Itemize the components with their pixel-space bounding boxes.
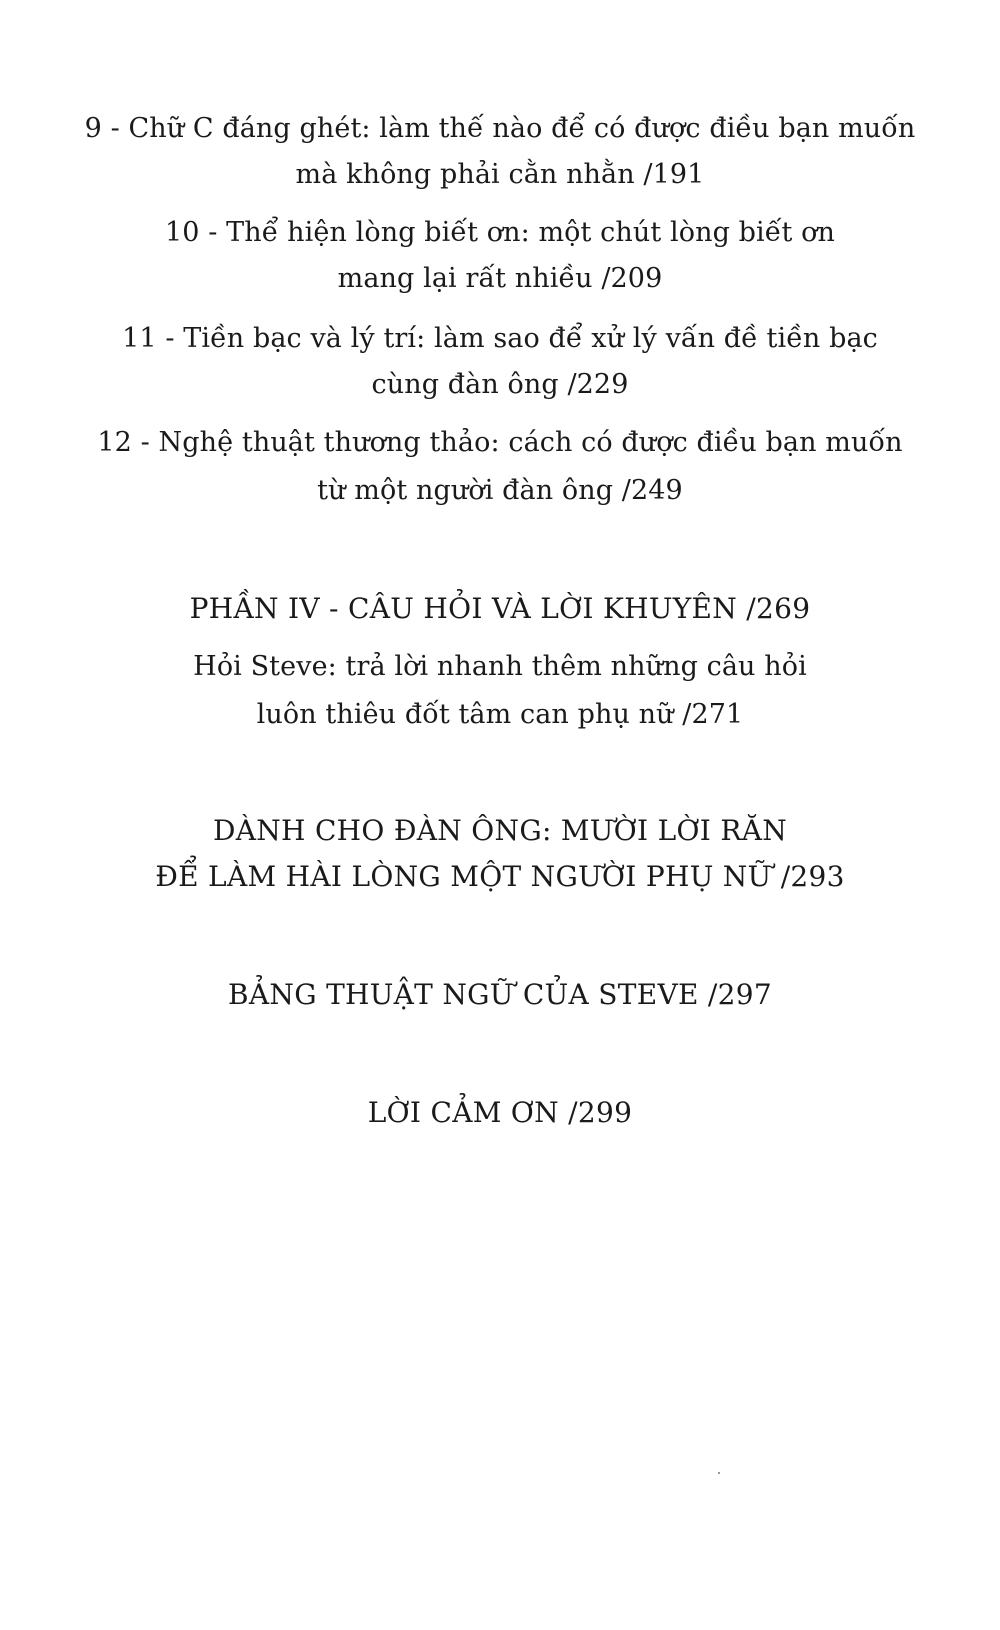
toc-entry-11-line2: cùng đàn ông /229	[371, 369, 629, 400]
toc-entry-9-line1: 9 - Chữ C đáng ghét: làm thế nào để có được điều bạn muốn	[84, 113, 916, 144]
toc-entry-10-line1: 10 - Thể hiện lòng biết ơn: một chút lòng biết ơn	[165, 217, 835, 248]
toc-entry-12-line2: từ một người đàn ông /249	[317, 475, 683, 506]
toc-entry-9-line2: mà không phải cằn nhằn /191	[295, 159, 705, 190]
paper-speck	[718, 1472, 720, 1474]
toc-part-4-sub-line2: luôn thiêu đốt tâm can phụ nữ /271	[256, 699, 744, 730]
toc-for-men-line2: ĐỂ LÀM HÀI LÒNG MỘT NGƯỜI PHỤ NỮ /293	[155, 860, 845, 893]
toc-thanks: LỜI CẢM ƠN /299	[367, 1096, 633, 1129]
toc-for-men-line1: DÀNH CHO ĐÀN ÔNG: MƯỜI LỜI RĂN	[212, 814, 788, 847]
toc-part-4-heading: PHẦN IV - CÂU HỎI VÀ LỜI KHUYÊN /269	[189, 592, 811, 625]
toc-part-4-sub-line1: Hỏi Steve: trả lời nhanh thêm những câu hỏi	[193, 651, 807, 682]
toc-entry-12-line1: 12 - Nghệ thuật thương thảo: cách có được điều bạn muốn	[97, 427, 903, 458]
toc-entry-10-line2: mang lại rất nhiều /209	[337, 263, 663, 294]
toc-glossary: BẢNG THUẬT NGỮ CỦA STEVE /297	[228, 978, 772, 1011]
toc-entry-11-line1: 11 - Tiền bạc và lý trí: làm sao để xử lý vấn đề tiền bạc	[122, 323, 878, 354]
